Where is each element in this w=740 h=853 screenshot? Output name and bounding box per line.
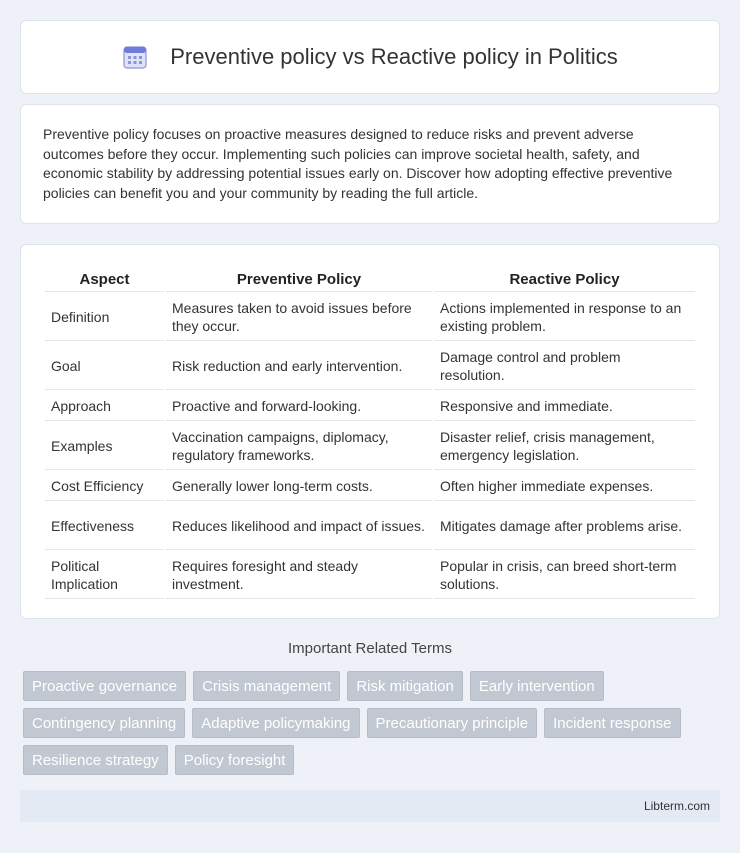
page-title: Preventive policy vs Reactive policy in Politics [170,44,618,69]
footer-site-link[interactable]: Libterm.com [643,799,710,813]
intro-text: Preventive policy focuses on proactive measures designed to reduce risks and prevent adverse outcomes before they occur. Implementing such policies can improve societal health, safety, and economic stability by addressing potential issues early on. Discover how adopting effective preventive policies can benefit you and your community by reading the full article. [43,126,673,201]
table-cell: Risk reduction and early intervention. [166,343,432,390]
term-tag[interactable]: Proactive governance [23,671,186,701]
term-tag[interactable]: Early intervention [470,671,604,701]
term-tag[interactable]: Crisis management [193,671,340,701]
table-cell: Damage control and problem resolution. [434,343,695,390]
term-tag[interactable]: Contingency planning [23,708,185,738]
comparison-table [43,265,697,601]
table-row [45,472,695,501]
column-header-preventive: Preventive Policy [166,267,432,292]
intro-card [20,104,720,224]
table-cell: Political Implication [45,552,164,599]
term-tag[interactable]: Adaptive policymaking [192,708,359,738]
table-row [45,503,695,550]
table-cell: Vaccination campaigns, diplomacy, regulatory frameworks. [166,423,432,470]
related-terms-list [23,671,723,775]
table-cell: Examples [45,423,164,470]
table-cell: Generally lower long-term costs. [166,472,432,501]
term-tag[interactable]: Risk mitigation [347,671,463,701]
table-row [45,552,695,599]
table-cell: Actions implemented in response to an existing problem. [434,294,695,341]
table-cell: Measures taken to avoid issues before they occur. [166,294,432,341]
term-tag[interactable]: Incident response [544,708,680,738]
column-header-reactive: Reactive Policy [434,267,695,292]
table-cell: Goal [45,343,164,390]
table-row [45,343,695,390]
table-cell: Approach [45,392,164,421]
header-card [20,20,720,94]
term-tag[interactable]: Resilience strategy [23,745,168,775]
table-cell: Definition [45,294,164,341]
table-cell: Disaster relief, crisis management, emergency legislation. [434,423,695,470]
table-row [45,294,695,341]
table-cell: Effectiveness [45,503,164,550]
table-row [45,392,695,421]
footer [20,790,720,822]
table-row [45,423,695,470]
table-cell: Cost Efficiency [45,472,164,501]
term-tag[interactable]: Policy foresight [175,745,295,775]
table-cell: Proactive and forward-looking. [166,392,432,421]
column-header-aspect: Aspect [45,267,164,292]
table-cell: Often higher immediate expenses. [434,472,695,501]
calendar-icon [122,44,148,70]
table-cell: Reduces likelihood and impact of issues. [166,503,432,550]
table-header-row [45,267,695,292]
table-cell: Popular in crisis, can breed short-term solutions. [434,552,695,599]
comparison-card [20,244,720,619]
term-tag[interactable]: Precautionary principle [367,708,538,738]
related-terms-title: Important Related Terms [288,640,452,657]
table-cell: Responsive and immediate. [434,392,695,421]
table-cell: Mitigates damage after problems arise. [434,503,695,550]
table-cell: Requires foresight and steady investment. [166,552,432,599]
